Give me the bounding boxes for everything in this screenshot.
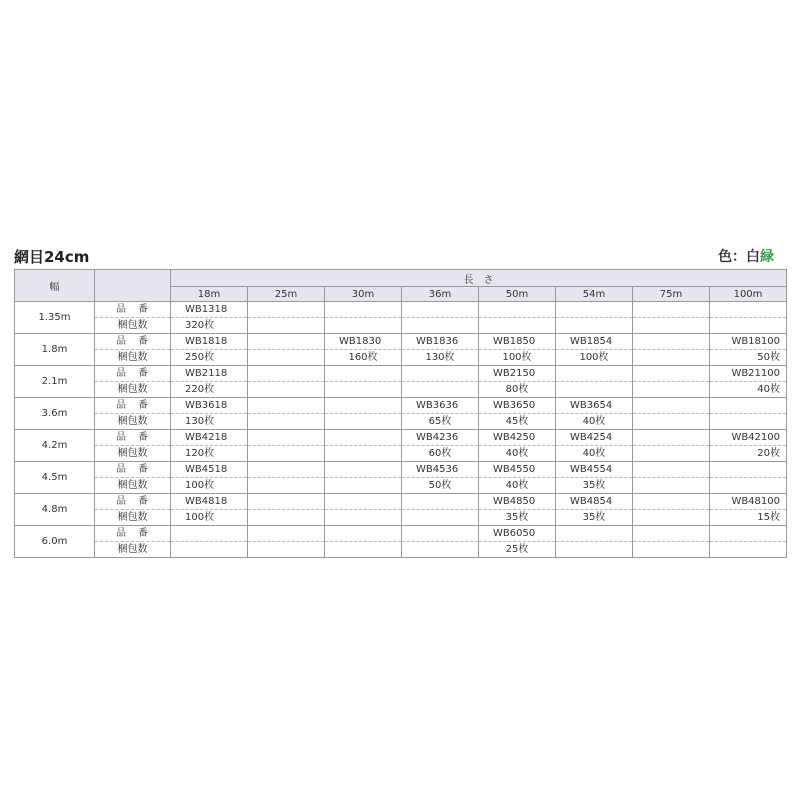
part-number-cell: WB4518 [171, 462, 248, 478]
pack-count-label: 梱包数 [95, 446, 171, 462]
part-number-cell: WB1318 [171, 302, 248, 318]
pack-count-cell: 100枚 [171, 478, 248, 494]
part-number-cell: WB3636 [402, 398, 479, 414]
part-number-cell [633, 526, 710, 542]
pack-count-cell [402, 318, 479, 334]
table-row [15, 542, 787, 558]
part-number-cell: WB4550 [479, 462, 556, 478]
table-row [15, 526, 787, 542]
pack-count-cell: 40枚 [479, 446, 556, 462]
part-number-cell: WB4254 [556, 430, 633, 446]
part-number-cell: WB2118 [171, 366, 248, 382]
pack-count-cell [325, 318, 402, 334]
pack-count-label: 梱包数 [95, 350, 171, 366]
part-number-cell [325, 526, 402, 542]
pack-count-cell: 35枚 [556, 478, 633, 494]
pack-count-cell: 220枚 [171, 382, 248, 398]
part-number-cell [633, 334, 710, 350]
part-number-cell [479, 302, 556, 318]
pack-count-cell [325, 542, 402, 558]
pack-count-cell [325, 446, 402, 462]
pack-count-cell [556, 542, 633, 558]
table-row [15, 302, 787, 318]
part-number-cell [248, 494, 325, 510]
pack-count-cell [710, 478, 787, 494]
pack-count-cell: 100枚 [171, 510, 248, 526]
part-number-cell: WB1850 [479, 334, 556, 350]
part-number-cell: WB3618 [171, 398, 248, 414]
part-number-label [95, 302, 171, 318]
header-length-4: 50m [479, 287, 556, 302]
part-number-cell: WB1818 [171, 334, 248, 350]
part-number-cell [325, 430, 402, 446]
pack-count-cell [633, 446, 710, 462]
pack-count-cell: 50枚 [710, 350, 787, 366]
part-number-cell [633, 398, 710, 414]
part-number-cell: WB4236 [402, 430, 479, 446]
pack-count-cell [402, 382, 479, 398]
part-number-label-text: 品 番 [116, 336, 149, 347]
pack-count-cell: 40枚 [556, 446, 633, 462]
table-row [15, 430, 787, 446]
table-row [15, 510, 787, 526]
part-number-cell: WB4818 [171, 494, 248, 510]
pack-count-cell: 160枚 [325, 350, 402, 366]
part-number-cell: WB1854 [556, 334, 633, 350]
part-number-cell [402, 526, 479, 542]
table-row [15, 366, 787, 382]
pack-count-cell [248, 382, 325, 398]
part-number-cell: WB3654 [556, 398, 633, 414]
pack-count-cell [479, 318, 556, 334]
part-number-cell [325, 302, 402, 318]
pack-count-label: 梱包数 [95, 542, 171, 558]
pack-count-cell [633, 382, 710, 398]
pack-count-cell: 120枚 [171, 446, 248, 462]
part-number-label [95, 334, 171, 350]
part-number-cell [556, 366, 633, 382]
pack-count-cell: 40枚 [556, 414, 633, 430]
part-number-cell [171, 526, 248, 542]
width-cell: 1.8m [15, 334, 95, 366]
part-number-cell [325, 494, 402, 510]
pack-count-cell [248, 510, 325, 526]
pack-count-cell: 15枚 [710, 510, 787, 526]
pack-count-cell [325, 510, 402, 526]
pack-count-cell: 320枚 [171, 318, 248, 334]
part-number-cell [710, 526, 787, 542]
header-length: 長 さ [171, 270, 787, 287]
part-number-cell [402, 302, 479, 318]
width-cell: 4.2m [15, 430, 95, 462]
pack-count-cell: 20枚 [710, 446, 787, 462]
part-number-cell: WB1830 [325, 334, 402, 350]
part-number-label-text: 品 番 [116, 528, 149, 539]
pack-count-cell [402, 510, 479, 526]
pack-count-cell [325, 478, 402, 494]
table-row [15, 478, 787, 494]
pack-count-label: 梱包数 [95, 382, 171, 398]
pack-count-label: 梱包数 [95, 510, 171, 526]
pack-count-cell: 40枚 [479, 478, 556, 494]
table-row [15, 494, 787, 510]
part-number-label-text: 品 番 [116, 304, 149, 315]
part-number-label-text: 品 番 [116, 368, 149, 379]
pack-count-cell [556, 382, 633, 398]
pack-count-cell [171, 542, 248, 558]
part-number-cell [325, 462, 402, 478]
pack-count-cell [402, 542, 479, 558]
pack-count-cell [248, 318, 325, 334]
pack-count-cell [633, 318, 710, 334]
pack-count-cell [248, 542, 325, 558]
part-number-cell: WB4850 [479, 494, 556, 510]
pack-count-label: 梱包数 [95, 478, 171, 494]
part-number-label-text: 品 番 [116, 432, 149, 443]
part-number-cell [248, 366, 325, 382]
pack-count-cell: 50枚 [402, 478, 479, 494]
pack-count-cell: 40枚 [710, 382, 787, 398]
part-number-label [95, 430, 171, 446]
table-row [15, 414, 787, 430]
part-number-cell [556, 302, 633, 318]
part-number-cell: WB1836 [402, 334, 479, 350]
part-number-label-text: 品 番 [116, 496, 149, 507]
part-number-cell: WB4554 [556, 462, 633, 478]
header-length-0: 18m [171, 287, 248, 302]
pack-count-cell [710, 318, 787, 334]
pack-count-cell: 25枚 [479, 542, 556, 558]
pack-count-cell [325, 414, 402, 430]
part-number-cell [633, 462, 710, 478]
part-number-label-text: 品 番 [116, 400, 149, 411]
part-number-cell: WB4536 [402, 462, 479, 478]
pack-count-cell: 130枚 [402, 350, 479, 366]
header-width: 幅 [15, 270, 95, 302]
part-number-cell: WB2150 [479, 366, 556, 382]
color-label: 色：白 [718, 249, 760, 265]
part-number-cell: WB4250 [479, 430, 556, 446]
part-number-cell: WB6050 [479, 526, 556, 542]
color-note [718, 246, 774, 266]
pack-count-cell [633, 414, 710, 430]
pack-count-cell [248, 414, 325, 430]
pack-count-cell: 100枚 [556, 350, 633, 366]
part-number-cell [325, 366, 402, 382]
pack-count-cell [633, 350, 710, 366]
header-length-1: 25m [248, 287, 325, 302]
table-row [15, 318, 787, 334]
part-number-cell [248, 334, 325, 350]
pack-count-cell: 80枚 [479, 382, 556, 398]
pack-count-cell: 45枚 [479, 414, 556, 430]
header-length-5: 54m [556, 287, 633, 302]
header-length-2: 30m [325, 287, 402, 302]
pack-count-cell: 35枚 [479, 510, 556, 526]
pack-count-cell: 35枚 [556, 510, 633, 526]
header-length-3: 36m [402, 287, 479, 302]
part-number-cell [248, 302, 325, 318]
header-length-7: 100m [710, 287, 787, 302]
pack-count-cell: 250枚 [171, 350, 248, 366]
part-number-cell [402, 494, 479, 510]
header-blank [95, 270, 171, 302]
part-number-cell [248, 462, 325, 478]
part-number-cell: WB4854 [556, 494, 633, 510]
table-row [15, 446, 787, 462]
pack-count-cell: 100枚 [479, 350, 556, 366]
product-table [14, 269, 787, 558]
part-number-label [95, 494, 171, 510]
pack-count-label: 梱包数 [95, 414, 171, 430]
pack-count-cell [710, 542, 787, 558]
table-row [15, 382, 787, 398]
pack-count-cell [248, 478, 325, 494]
table-row [15, 334, 787, 350]
part-number-cell [325, 398, 402, 414]
part-number-cell [633, 302, 710, 318]
part-number-cell [633, 430, 710, 446]
width-cell: 1.35m [15, 302, 95, 334]
part-number-cell: WB3650 [479, 398, 556, 414]
pack-count-cell [633, 542, 710, 558]
part-number-label-text: 品 番 [116, 464, 149, 475]
table-row [15, 462, 787, 478]
part-number-cell: WB42100 [710, 430, 787, 446]
color-label-accent: 緑 [760, 249, 774, 265]
width-cell: 6.0m [15, 526, 95, 558]
part-number-label [95, 366, 171, 382]
part-number-cell [710, 398, 787, 414]
part-number-cell: WB18100 [710, 334, 787, 350]
part-number-cell [248, 430, 325, 446]
width-cell: 3.6m [15, 398, 95, 430]
table-row [15, 398, 787, 414]
part-number-cell [248, 526, 325, 542]
width-cell: 2.1m [15, 366, 95, 398]
pack-count-cell: 130枚 [171, 414, 248, 430]
pack-count-label: 梱包数 [95, 318, 171, 334]
part-number-cell [710, 462, 787, 478]
part-number-cell: WB21100 [710, 366, 787, 382]
pack-count-cell: 65枚 [402, 414, 479, 430]
pack-count-cell [325, 382, 402, 398]
part-number-label [95, 526, 171, 542]
part-number-cell [402, 366, 479, 382]
part-number-cell: WB4218 [171, 430, 248, 446]
pack-count-cell [248, 350, 325, 366]
part-number-cell [710, 302, 787, 318]
part-number-label [95, 398, 171, 414]
part-number-cell [556, 526, 633, 542]
pack-count-cell [633, 510, 710, 526]
table-title: 網目24cm [14, 248, 90, 266]
pack-count-cell [710, 414, 787, 430]
part-number-cell [633, 494, 710, 510]
part-number-cell [248, 398, 325, 414]
table-row [15, 350, 787, 366]
part-number-label [95, 462, 171, 478]
width-cell: 4.8m [15, 494, 95, 526]
pack-count-cell [556, 318, 633, 334]
part-number-cell: WB48100 [710, 494, 787, 510]
pack-count-cell: 60枚 [402, 446, 479, 462]
pack-count-cell [248, 446, 325, 462]
width-cell: 4.5m [15, 462, 95, 494]
header-length-6: 75m [633, 287, 710, 302]
pack-count-cell [633, 478, 710, 494]
part-number-cell [633, 366, 710, 382]
